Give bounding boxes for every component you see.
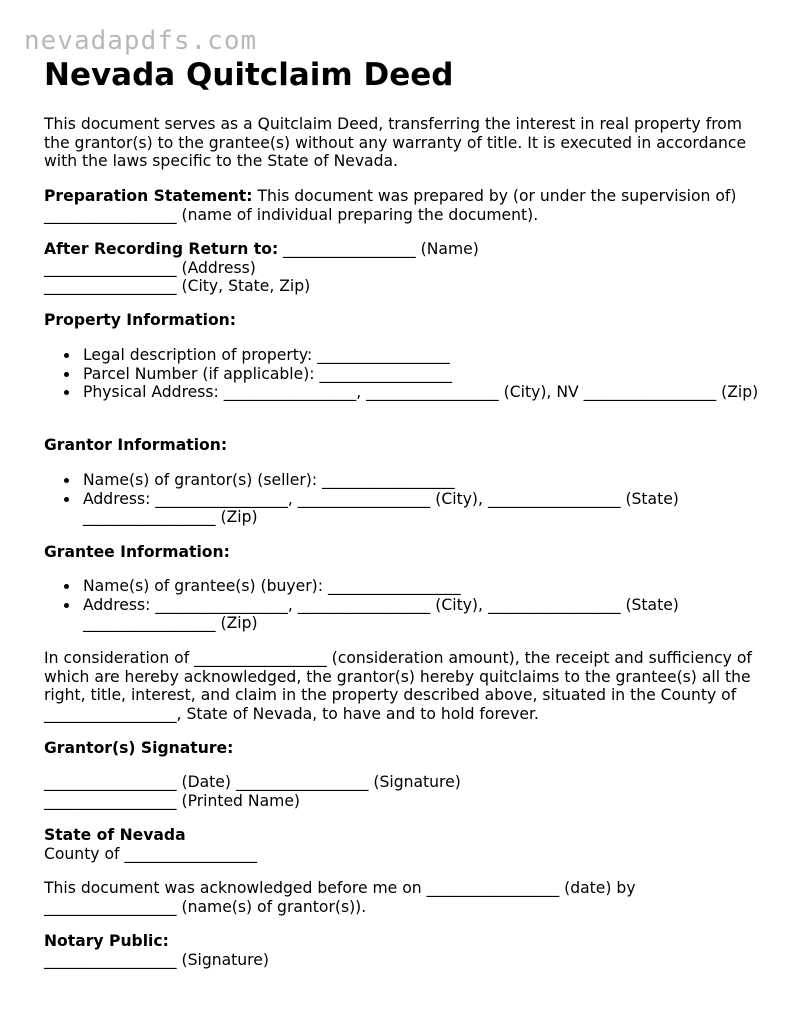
signature-sig-blank: _________________ [235,773,369,791]
grantor-comma: , [287,489,298,508]
acknowledgment-paragraph [44,879,756,916]
ack-names-blank: _________________ [44,897,177,916]
return-to-section [44,240,756,296]
preparation-blank: _________________ [44,205,177,224]
signature-date-line [44,773,756,792]
signature-date-label: (Date) [176,773,236,791]
grantor-city-blank: _________________ [297,489,431,508]
ack-date-label: (date) by [559,879,636,897]
county-label: County of [44,844,125,863]
state-section [44,826,756,863]
preparation-heading: Preparation Statement: [44,187,253,205]
notary-heading-text: Notary Public: [44,932,169,950]
grantor-city-label: (City), [430,489,488,508]
grantee-state-blank: _________________ [487,595,621,614]
property-list [44,346,795,402]
signature-heading-text: Grantor(s) Signature: [44,739,234,757]
grantor-names-label: Name(s) of grantor(s) (seller): [83,471,323,489]
signature-date-blank: _________________ [44,773,177,791]
consideration-suffix: , State of Nevada, to have and to hold forever. [176,704,539,723]
grantee-zip-blank: _________________ [83,614,216,633]
list-item [83,471,795,490]
return-address-blank: _________________ [44,258,177,277]
signature-heading [44,739,756,758]
grantor-zip-label: (Zip) [215,508,258,527]
return-address-label: (Address) [176,258,256,277]
grantor-state-blank: _________________ [487,489,621,508]
grantee-city-blank: _________________ [297,595,431,614]
grantee-list [44,577,795,633]
grantor-address-label: Address: [83,489,156,508]
signature-printed-label: (Printed Name) [176,791,300,810]
property-parcel-blank: _________________ [319,364,453,383]
grantee-names-blank: _________________ [327,577,461,595]
grantor-zip-blank: _________________ [83,508,216,527]
grantor-state-label: (State) [620,489,679,508]
consideration-middle: (consideration amount), the receipt and sufficiency of which are hereby acknowledged, the grantor(s) hereby quitclaims to the grantee(s) all the right, title, interest, and claim in the property described above, situated in the County of [44,649,752,705]
ack-date-blank: _________________ [426,879,560,897]
preparation-statement [44,187,756,224]
ack-suffix: (name(s) of grantor(s)). [176,897,367,916]
county-line [44,845,756,864]
notary-sig-label: (Signature) [176,950,269,969]
grantee-address-label: Address: [83,595,156,614]
grantee-names-label: Name(s) of grantee(s) (buyer): [83,577,328,595]
grantee-city-label: (City), [430,595,488,614]
consideration-amount-blank: _________________ [194,649,327,667]
consideration-prefix: In consideration of [44,649,195,667]
property-zip-label: (Zip) [721,383,759,402]
return-to-heading: After Recording Return to: [44,240,279,258]
property-city-nv-label: (City), NV [498,383,584,402]
signature-printed-line [44,792,756,811]
notary-sig-blank: _________________ [44,950,177,969]
grantee-heading [44,543,756,562]
grantee-zip-label: (Zip) [215,614,258,633]
list-item [83,346,795,365]
intro-paragraph: This document serves as a Quitclaim Deed, transferring the interest in real property from the grantor(s) to the grantee(s) without any warranty of title. It is executed in accordance with the laws specific to the State of Nevada. [44,115,747,171]
grantee-street-blank: _________________ [155,595,288,614]
property-comma: , [356,383,367,402]
signature-section [44,773,756,810]
grantee-state-label: (State) [620,595,679,614]
property-zip-blank: _________________ [583,383,717,402]
state-heading [44,826,756,845]
list-item [83,577,795,596]
list-item [83,365,795,384]
grantee-heading-text: Grantee Information: [44,543,230,561]
preparation-text: This document was prepared by (or under the supervision of) [252,187,737,205]
list-item [83,490,795,527]
state-heading-text: State of Nevada [44,826,186,844]
return-city-blank: _________________ [44,277,177,296]
grantor-list [44,471,795,527]
property-legal-blank: _________________ [317,346,450,364]
return-name-label: (Name) [415,240,479,258]
list-item [83,383,795,402]
notary-heading [44,932,756,951]
grantor-heading [44,436,756,455]
grantor-names-blank: _________________ [322,471,455,489]
notary-signature-line [44,951,756,970]
consideration-paragraph [44,649,756,723]
grantor-street-blank: _________________ [155,489,288,508]
return-to-city-line [44,277,756,296]
property-heading [44,311,756,330]
return-name-blank: _________________ [283,240,416,258]
property-legal-label: Legal description of property: [83,346,318,364]
property-street-blank: _________________ [223,383,357,402]
preparation-suffix: (name of individual preparing the document). [176,205,539,224]
county-blank: _________________ [124,844,258,863]
property-parcel-label: Parcel Number (if applicable): [83,364,320,383]
property-heading-text: Property Information: [44,311,237,329]
ack-prefix: This document was acknowledged before me on [44,879,427,897]
grantor-heading-text: Grantor Information: [44,436,228,454]
grantee-comma: , [287,595,298,614]
return-to-name-line [44,240,756,259]
property-city-blank: _________________ [366,383,499,402]
return-city-label: (City, State, Zip) [176,277,311,296]
consideration-county-blank: _________________ [44,704,177,723]
signature-printed-blank: _________________ [44,791,177,810]
list-item [83,596,795,633]
return-to-address-line [44,259,756,278]
watermark-text: nevadapdfs.com [24,26,258,56]
document-title: Nevada Quitclaim Deed [44,57,454,93]
notary-section [44,932,756,969]
property-physical-label: Physical Address: [83,383,224,402]
signature-sig-label: (Signature) [368,773,461,791]
